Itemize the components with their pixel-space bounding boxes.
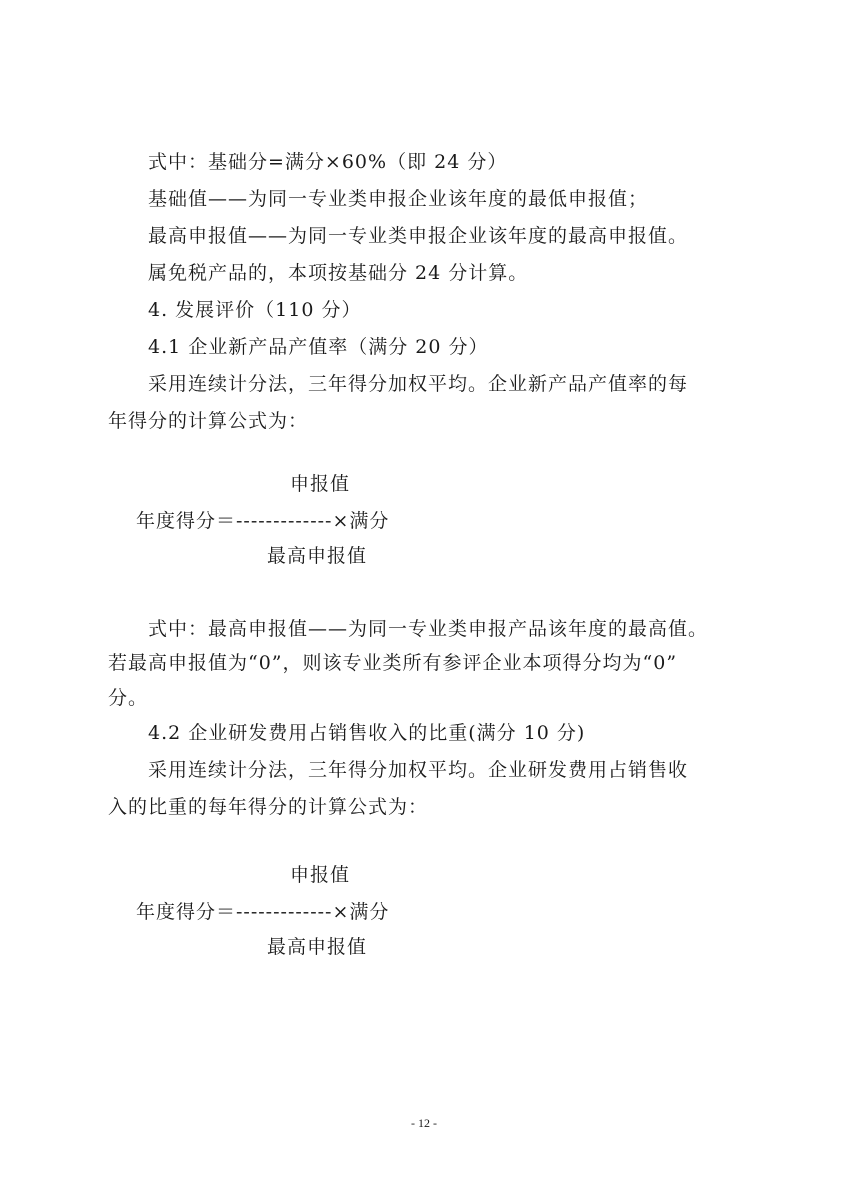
section-4-2-description-line1: 采用连续计分法，三年得分加权平均。企业研发费用占销售收 bbox=[148, 759, 689, 781]
section-4-1-description-line1: 采用连续计分法，三年得分加权平均。企业新产品产值率的每 bbox=[148, 373, 689, 395]
section-4-1-note-line3: 分。 bbox=[108, 687, 149, 709]
base-score-formula-line: 式中：基础分=满分×60%（即 24 分） bbox=[148, 151, 508, 173]
section-4-2-description-line2: 入的比重的每年得分的计算公式为： bbox=[108, 796, 429, 818]
page-number: - 12 - bbox=[411, 1116, 437, 1130]
max-value-definition-line: 最高申报值——为同一专业类申报企业该年度的最高申报值。 bbox=[148, 225, 689, 247]
formula-2-main: 年度得分＝-------------×满分 bbox=[136, 901, 390, 923]
section-4-2-heading: 4.2 企业研发费用占销售收入的比重(满分 10 分) bbox=[148, 722, 586, 744]
formula-1-main: 年度得分＝-------------×满分 bbox=[136, 510, 390, 532]
formula-1-denominator: 最高申报值 bbox=[267, 545, 368, 567]
section-4-1-note-line2: 若最高申报值为“0”，则该专业类所有参评企业本项得分均为“0” bbox=[108, 652, 678, 674]
section-4-1-description-line2: 年得分的计算公式为： bbox=[108, 410, 309, 432]
section-4-1-note-line1: 式中：最高申报值——为同一专业类申报产品该年度的最高值。 bbox=[148, 618, 709, 640]
formula-1-numerator: 申报值 bbox=[290, 473, 351, 495]
section-4-1-heading: 4.1 企业新产品产值率（满分 20 分） bbox=[148, 336, 489, 358]
formula-2-denominator: 最高申报值 bbox=[267, 936, 368, 958]
tax-exempt-note-line: 属免税产品的，本项按基础分 24 分计算。 bbox=[148, 262, 529, 284]
formula-2-numerator: 申报值 bbox=[290, 864, 351, 886]
base-value-definition-line: 基础值——为同一专业类申报企业该年度的最低申报值； bbox=[148, 188, 649, 210]
section-4-heading: 4. 发展评价（110 分） bbox=[148, 299, 362, 321]
